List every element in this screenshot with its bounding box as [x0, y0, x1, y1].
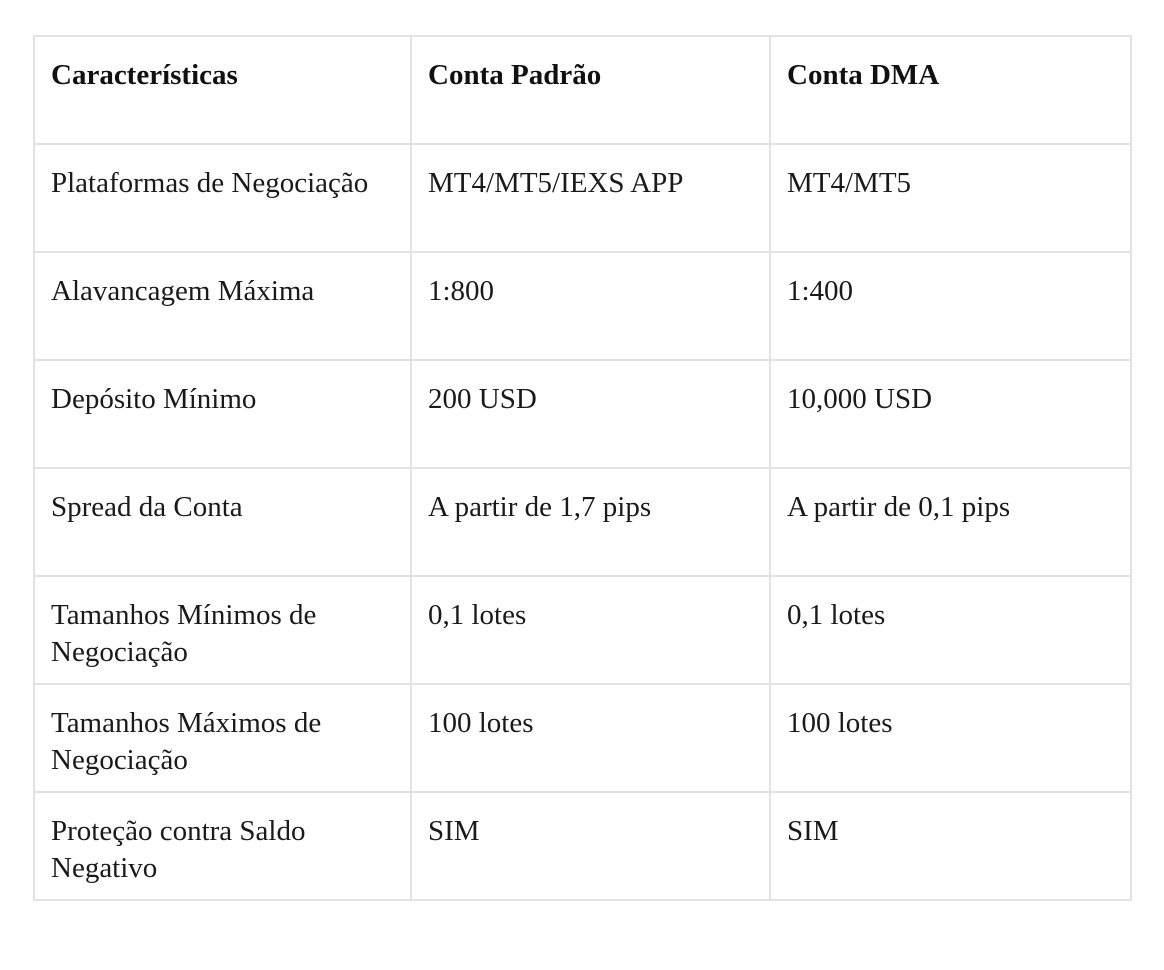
row-label: Depósito Mínimo [34, 360, 411, 468]
row-label: Proteção contra Saldo Negativo [34, 792, 411, 900]
row-label: Tamanhos Mínimos de Negociação [34, 576, 411, 684]
standard-value: A partir de 1,7 pips [411, 468, 770, 576]
table-row [34, 468, 1131, 576]
dma-value: 0,1 lotes [770, 576, 1131, 684]
table-row [34, 252, 1131, 360]
row-label: Tamanhos Máximos de Negociação [34, 684, 411, 792]
table-row [34, 144, 1131, 252]
dma-value: SIM [770, 792, 1131, 900]
table-row [34, 360, 1131, 468]
table-row [34, 684, 1131, 792]
row-label: Spread da Conta [34, 468, 411, 576]
dma-value: 100 lotes [770, 684, 1131, 792]
standard-value: 0,1 lotes [411, 576, 770, 684]
dma-value: 1:400 [770, 252, 1131, 360]
standard-value: 1:800 [411, 252, 770, 360]
dma-value: A partir de 0,1 pips [770, 468, 1131, 576]
table-header-row [34, 36, 1131, 144]
table-row [34, 576, 1131, 684]
standard-value: MT4/MT5/IEXS APP [411, 144, 770, 252]
standard-value: SIM [411, 792, 770, 900]
dma-value: MT4/MT5 [770, 144, 1131, 252]
account-comparison-table [33, 35, 1132, 901]
standard-value: 100 lotes [411, 684, 770, 792]
dma-value: 10,000 USD [770, 360, 1131, 468]
header-features: Características [34, 36, 411, 144]
standard-value: 200 USD [411, 360, 770, 468]
account-comparison-table-container [33, 35, 1130, 901]
row-label: Alavancagem Máxima [34, 252, 411, 360]
header-dma-account: Conta DMA [770, 36, 1131, 144]
table-row [34, 792, 1131, 900]
header-standard-account: Conta Padrão [411, 36, 770, 144]
row-label: Plataformas de Negociação [34, 144, 411, 252]
